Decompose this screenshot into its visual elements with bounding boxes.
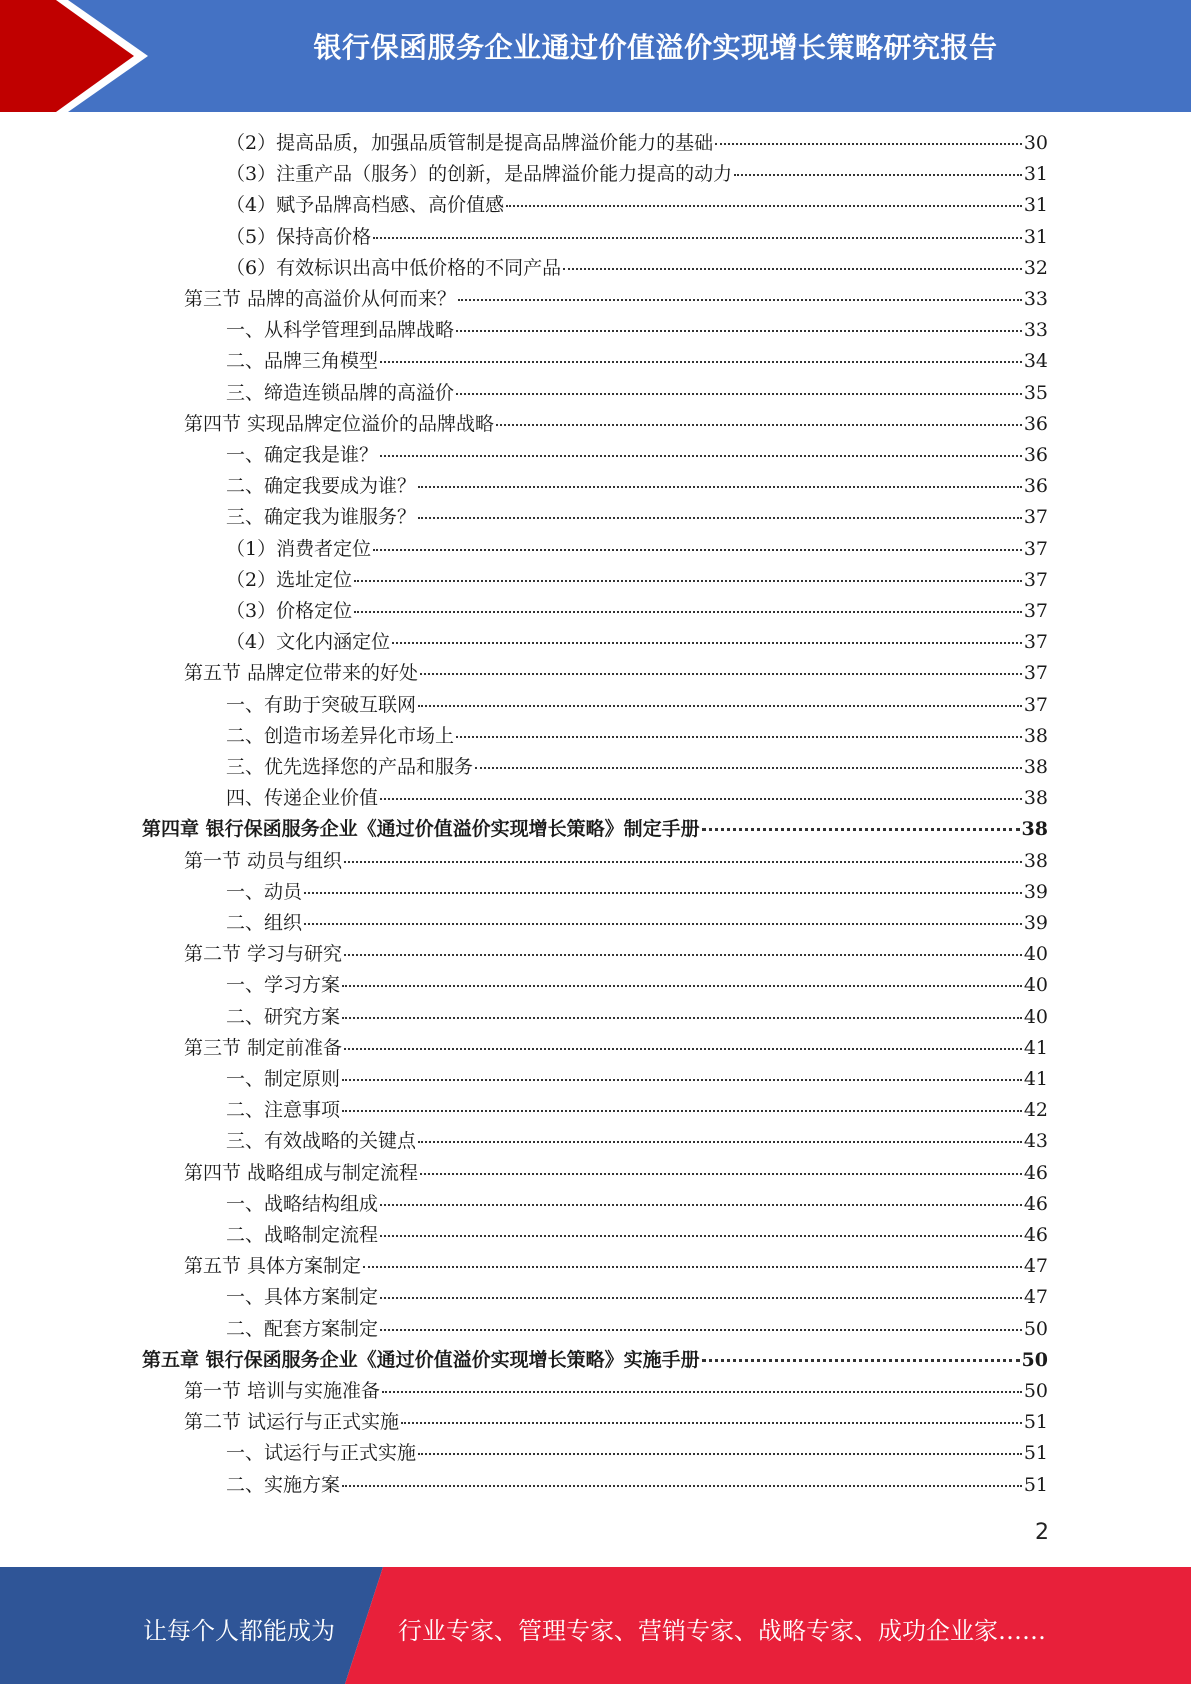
toc-entry-page: 38: [1023, 724, 1048, 747]
toc-dot-leader: [734, 173, 1022, 176]
toc-entry-title: （2）提高品质，加强品质管制是提高品牌溢价能力的基础: [226, 132, 714, 154]
toc-entry-page: 40: [1023, 974, 1048, 997]
toc-dot-leader: [373, 236, 1022, 239]
toc-dot-leader: [418, 1140, 1022, 1143]
toc-dot-leader: [496, 423, 1022, 426]
toc-entry-title: （4）赋予品牌高档感、高价值感: [226, 194, 505, 217]
toc-entry[interactable]: [226, 752, 1048, 780]
toc-entry-title: 第五章 银行保函服务企业《通过价值溢价实现增长策略》实施手册: [142, 1348, 700, 1371]
toc-entry[interactable]: [184, 409, 1048, 437]
toc-entry-title: 三、有效战略的关键点: [226, 1130, 417, 1153]
toc-entry[interactable]: [184, 1376, 1048, 1404]
toc-entry-page: 46: [1023, 1192, 1048, 1215]
report-title: 银行保函服务企业通过价值溢价实现增长策略研究报告: [313, 31, 998, 64]
toc-dot-leader: [380, 797, 1022, 800]
toc-entry[interactable]: [184, 284, 1048, 312]
toc-entry-title: 二、组织: [226, 912, 303, 934]
toc-entry[interactable]: [184, 1033, 1048, 1061]
toc-entry-title: （3）注重产品（服务）的创新，是品牌溢价能力提高的动力: [226, 163, 733, 186]
toc-entry[interactable]: [226, 970, 1048, 998]
toc-dot-leader: [420, 672, 1022, 675]
toc-entry[interactable]: [226, 315, 1048, 343]
toc-entry-title: （3）价格定位: [226, 600, 353, 622]
toc-entry-page: 51: [1023, 1411, 1048, 1434]
toc-entry-page: 30: [1023, 132, 1048, 154]
footer-slogan-left: 让每个人都能成为: [143, 1617, 335, 1645]
toc-entry-page: 42: [1023, 1099, 1048, 1122]
toc-entry[interactable]: [226, 378, 1048, 406]
toc-entry[interactable]: [226, 1189, 1048, 1217]
page-number: 2: [1035, 1520, 1049, 1545]
toc-entry-title: 第五节 品牌定位带来的好处: [184, 662, 419, 685]
toc-entry[interactable]: [226, 471, 1048, 499]
toc-dot-leader: [354, 579, 1022, 582]
toc-entry-page: 38: [1023, 787, 1048, 810]
toc-entry[interactable]: [184, 1407, 1048, 1435]
toc-entry-page: 32: [1023, 256, 1048, 279]
toc-entry-title: 一、从科学管理到品牌战略: [226, 319, 455, 342]
toc-entry-title: 二、战略制定流程: [226, 1224, 379, 1246]
toc-entry-title: 第二节 学习与研究: [184, 943, 343, 966]
toc-entry[interactable]: [142, 814, 1048, 842]
toc-entry-title: 一、试运行与正式实施: [226, 1442, 417, 1465]
header-chevron-decoration: [0, 0, 160, 112]
toc-dot-leader: [380, 1296, 1022, 1299]
toc-entry-title: 三、确定我为谁服务？: [226, 506, 417, 529]
toc-entry[interactable]: [226, 1095, 1048, 1123]
toc-entry-page: 40: [1023, 1005, 1048, 1028]
toc-entry-title: 一、动员: [226, 880, 303, 903]
toc-entry-page: 35: [1023, 381, 1048, 404]
toc-entry-page: 37: [1023, 662, 1048, 685]
toc-entry-page: 33: [1023, 319, 1048, 342]
toc-entry-title: 第三节 品牌的高溢价从何而来？: [184, 288, 457, 310]
toc-entry-title: 一、确定我是谁？: [226, 444, 379, 466]
toc-dot-leader: [342, 1016, 1022, 1019]
toc-entry-page: 46: [1023, 1224, 1048, 1246]
toc-entry-title: 第一节 培训与实施准备: [184, 1380, 381, 1402]
toc-entry-page: 34: [1023, 350, 1048, 373]
toc-entry-page: 47: [1023, 1286, 1048, 1309]
toc-entry[interactable]: [226, 222, 1048, 250]
toc-entry-page: 37: [1023, 631, 1048, 654]
toc-dot-leader: [456, 392, 1022, 395]
toc-entry[interactable]: [226, 565, 1048, 593]
toc-entry[interactable]: [226, 1470, 1048, 1498]
toc-entry-title: 二、配套方案制定: [226, 1317, 379, 1340]
toc-entry-page: 50: [1023, 1380, 1048, 1402]
toc-entry[interactable]: [226, 627, 1048, 655]
toc-entry-title: 第四节 战略组成与制定流程: [184, 1161, 419, 1184]
toc-entry-page: 50: [1023, 1317, 1048, 1340]
toc-dot-leader: [363, 1265, 1022, 1268]
toc-entry-page: 43: [1023, 1130, 1048, 1153]
toc-dot-leader: [342, 1078, 1022, 1081]
toc-entry-title: （1）消费者定位: [226, 537, 372, 560]
toc-entry-page: 31: [1023, 194, 1048, 217]
toc-dot-leader: [342, 1484, 1022, 1487]
toc-entry[interactable]: [184, 1158, 1048, 1186]
toc-entry-title: （2）选址定位: [226, 568, 353, 591]
toc-entry[interactable]: [226, 190, 1048, 218]
toc-entry[interactable]: [226, 440, 1048, 468]
toc-entry[interactable]: [226, 1314, 1048, 1342]
toc-entry-title: 第二节 试运行与正式实施: [184, 1411, 400, 1434]
toc-entry-title: （4）文化内涵定位: [226, 631, 391, 654]
toc-entry-page: 39: [1023, 880, 1048, 903]
toc-entry[interactable]: [226, 1282, 1048, 1310]
toc-dot-leader: [715, 142, 1022, 145]
toc-entry-title: 一、战略结构组成: [226, 1192, 379, 1215]
toc-entry-page: 37: [1023, 506, 1048, 529]
toc-entry-title: 四、传递企业价值: [226, 787, 379, 810]
toc-dot-leader: [373, 548, 1022, 551]
toc-entry-page: 38: [1023, 849, 1048, 872]
toc-entry[interactable]: [226, 159, 1048, 187]
toc-dot-leader: [418, 485, 1022, 488]
toc-entry[interactable]: [226, 877, 1048, 905]
toc-entry-page: 37: [1023, 693, 1048, 716]
toc-entry-title: 三、优先选择您的产品和服务: [226, 756, 474, 778]
toc-dot-leader: [458, 298, 1022, 301]
toc-dot-leader: [418, 704, 1022, 707]
toc-dot-leader: [344, 860, 1022, 863]
toc-dot-leader: [382, 1390, 1022, 1393]
toc-entry[interactable]: [226, 908, 1048, 936]
toc-dot-leader: [418, 516, 1022, 519]
toc-dot-leader: [304, 891, 1022, 894]
toc-entry[interactable]: [184, 939, 1048, 967]
toc-entry[interactable]: [226, 1002, 1048, 1030]
toc-dot-leader: [380, 360, 1022, 363]
toc-dot-leader: [380, 1203, 1022, 1206]
toc-entry-page: 40: [1023, 943, 1048, 966]
toc-entry-title: 三、缔造连锁品牌的高溢价: [226, 381, 455, 404]
page-header: [0, 0, 1191, 112]
toc-entry-page: 41: [1023, 1068, 1048, 1090]
toc-dot-leader: [342, 984, 1022, 987]
toc-entry[interactable]: [142, 1345, 1048, 1373]
toc-entry-page: 47: [1023, 1255, 1048, 1278]
toc-dot-leader: [344, 1047, 1022, 1050]
page-footer: [0, 1567, 1191, 1684]
toc-dot-leader: [702, 1358, 1020, 1362]
toc-entry-title: 二、创造市场差异化市场上: [226, 724, 455, 747]
toc-entry-page: 33: [1023, 288, 1048, 310]
toc-dot-leader: [456, 329, 1022, 332]
toc-dot-leader: [420, 1172, 1022, 1175]
toc-entry-title: （5）保持高价格: [226, 225, 372, 248]
toc-entry[interactable]: [226, 1438, 1048, 1466]
toc-entry-page: 37: [1023, 568, 1048, 591]
toc-dot-leader: [342, 1109, 1022, 1112]
toc-entry[interactable]: [184, 1251, 1048, 1279]
toc-dot-leader: [304, 922, 1022, 925]
toc-entry[interactable]: [226, 783, 1048, 811]
toc-dot-leader: [344, 953, 1022, 956]
toc-entry-page: 36: [1023, 475, 1048, 498]
toc-dot-leader: [418, 1452, 1022, 1455]
toc-entry-page: 36: [1023, 444, 1048, 466]
toc-entry[interactable]: [226, 1064, 1048, 1092]
toc-dot-leader: [702, 827, 1020, 831]
toc-entry-page: 31: [1023, 163, 1048, 186]
toc-dot-leader: [380, 1234, 1022, 1237]
toc-entry[interactable]: [226, 502, 1048, 530]
toc-entry-page: 31: [1023, 225, 1048, 248]
toc-entry-page: 46: [1023, 1161, 1048, 1184]
toc-dot-leader: [392, 641, 1022, 644]
toc-dot-leader: [380, 454, 1022, 457]
toc-entry-title: 第五节 具体方案制定: [184, 1255, 362, 1278]
toc-dot-leader: [475, 766, 1022, 769]
toc-entry-page: 51: [1023, 1473, 1048, 1496]
toc-entry[interactable]: [226, 346, 1048, 374]
toc-dot-leader: [456, 735, 1022, 738]
toc-entry[interactable]: [226, 534, 1048, 562]
toc-dot-leader: [380, 1328, 1022, 1331]
toc-entry-title: 第四节 实现品牌定位溢价的品牌战略: [184, 412, 495, 435]
toc-entry-page: 37: [1023, 600, 1048, 622]
toc-entry-title: 二、确定我要成为谁？: [226, 475, 417, 498]
toc-entry[interactable]: [226, 721, 1048, 749]
toc-entry-page: 39: [1023, 912, 1048, 934]
toc-entry-title: 二、实施方案: [226, 1473, 341, 1496]
toc-entry-title: 一、制定原则: [226, 1068, 341, 1090]
toc-entry-page: 36: [1023, 412, 1048, 435]
toc-entry-title: 一、有助于突破互联网: [226, 693, 417, 716]
toc-entry[interactable]: [226, 1220, 1048, 1248]
toc-entry-title: （6）有效标识出高中低价格的不同产品: [226, 256, 562, 279]
toc-entry-page: 51: [1023, 1442, 1048, 1465]
toc-entry-title: 一、学习方案: [226, 974, 341, 997]
toc-entry-title: 二、品牌三角模型: [226, 350, 379, 373]
toc-entry[interactable]: [226, 596, 1048, 624]
footer-slogan-right: 行业专家、管理专家、营销专家、战略专家、成功企业家……: [398, 1617, 1046, 1645]
toc-entry[interactable]: [226, 128, 1048, 156]
toc-entry-title: 第四章 银行保函服务企业《通过价值溢价实现增长策略》制定手册: [142, 818, 700, 841]
toc-entry-title: 二、研究方案: [226, 1005, 341, 1028]
toc-entry-page: 38: [1021, 818, 1048, 841]
toc-entry[interactable]: [226, 690, 1048, 718]
toc-entry[interactable]: [226, 253, 1048, 281]
toc-dot-leader: [563, 267, 1022, 270]
toc-entry-title: 一、具体方案制定: [226, 1286, 379, 1309]
toc-entry-title: 二、注意事项: [226, 1099, 341, 1122]
toc-entry[interactable]: [226, 1126, 1048, 1154]
toc-dot-leader: [401, 1421, 1022, 1424]
toc-entry-page: 37: [1023, 537, 1048, 560]
toc-entry-page: 50: [1021, 1348, 1048, 1371]
toc-dot-leader: [506, 204, 1022, 207]
toc-entry-title: 第一节 动员与组织: [184, 849, 343, 872]
toc-entry[interactable]: [184, 658, 1048, 686]
toc-entry-page: 41: [1023, 1036, 1048, 1059]
toc-dot-leader: [354, 610, 1022, 613]
toc-entry-title: 第三节 制定前准备: [184, 1036, 343, 1059]
toc-entry[interactable]: [184, 846, 1048, 874]
toc-entry-page: 38: [1023, 756, 1048, 778]
